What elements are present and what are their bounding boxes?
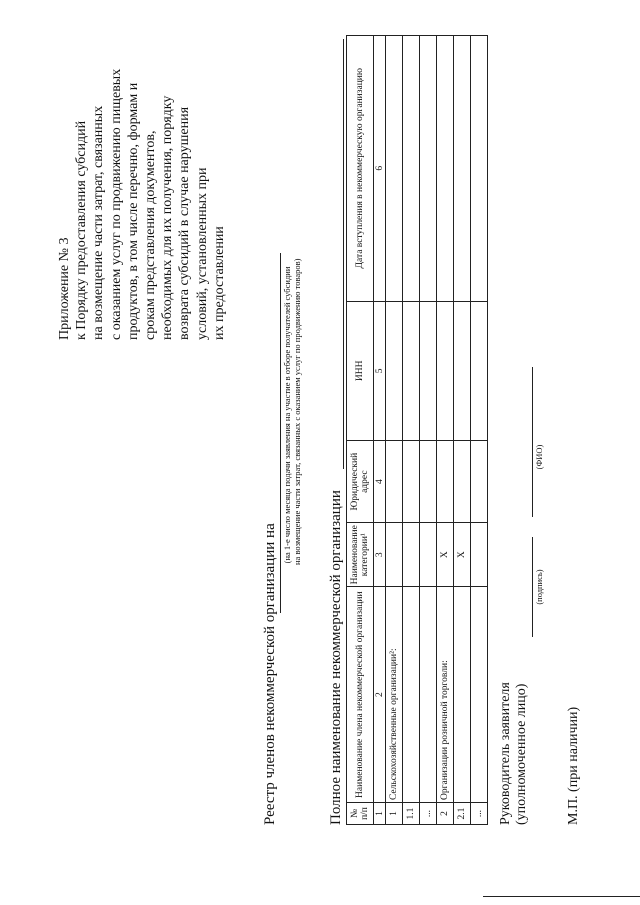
appendix-line: возврата субсидий в случае нарушения [177,106,193,340]
signature-label: (подпись) [534,569,544,605]
table-row [471,36,488,825]
row-category [403,523,420,587]
row-category: X [437,523,454,587]
appendix-line: Приложение № 3 [57,237,72,340]
register-table [346,35,488,825]
register-date-line [280,253,281,613]
appendix-line: к Порядку предоставления субсидий [74,120,90,340]
fio-label: (ФИО) [534,444,544,470]
col-header: ИНН [347,301,374,441]
row-number: 1.1 [403,803,420,825]
row-number: ... [471,803,488,825]
col-number: 3 [374,523,386,587]
row-label [403,587,420,803]
col-number: 2 [374,587,386,803]
col-header: Дата вступления в некоммерческую организацию [347,36,374,302]
col-number: 6 [374,36,386,302]
appendix-line: на возмещение части затрат, связанных [91,105,107,340]
col-number: 5 [374,301,386,441]
row-category [471,523,488,587]
row-label [471,587,488,803]
org-name-line [343,39,344,469]
row-label [420,587,437,803]
head-label-line: (уполномоченное лицо) [514,683,529,825]
appendix-line: продуктов, в том числе перечню, формам и [125,82,141,340]
col-header: Юридический адрес [347,441,374,523]
row-number: 2 [437,803,454,825]
row-category: X [454,523,471,587]
row-number: ... [420,803,437,825]
col-number: 4 [374,441,386,523]
col-header: Наименование члена некоммерческой организации [347,587,374,803]
table-header-row [347,36,374,825]
signature-line [532,537,533,637]
appendix-line: необходимых для их получения, порядку [160,95,176,340]
table-row [437,36,454,825]
table-number-row [374,36,386,825]
row-number: 2.1 [454,803,471,825]
register-note-line: на возмещение части затрат, связанных с оказанием услуг по продвижению товаров) [292,258,302,565]
stamp-label: М.П. (при наличии) [566,706,581,825]
head-label-line: Руководитель заявителя [498,682,513,825]
appendix-block [56,69,228,340]
appendix-line: с оказанием услуг по продвижению пищевых [108,68,124,340]
row-label: Организации розничной торговли: [437,587,454,803]
col-header: Наименование категории¹ [347,523,374,587]
table-row [386,36,403,825]
register-title: Реестр членов некоммерческой организации на [262,523,278,825]
appendix-line: условий, установленных при [194,167,210,340]
col-header: № п/п [347,803,374,825]
row-category [420,523,437,587]
fio-line [532,367,533,517]
head-label [498,682,530,825]
row-label [454,587,471,803]
col-number: 1 [374,803,386,825]
table-row [420,36,437,825]
row-category [386,523,403,587]
row-label: Сельскохозяйственные организации²: [386,587,403,803]
appendix-line: их предоставлении [211,226,227,340]
register-note-line: (на 1-е число месяца подачи заявления на участие в отборе получателей субсидии [282,266,292,564]
register-note [282,258,302,565]
row-number: 1 [386,803,403,825]
appendix-line: срокам представления документов, [143,130,159,340]
table-row [403,36,420,825]
table-row [454,36,471,825]
org-name-label: Полное наименование некоммерческой организации [328,490,344,825]
